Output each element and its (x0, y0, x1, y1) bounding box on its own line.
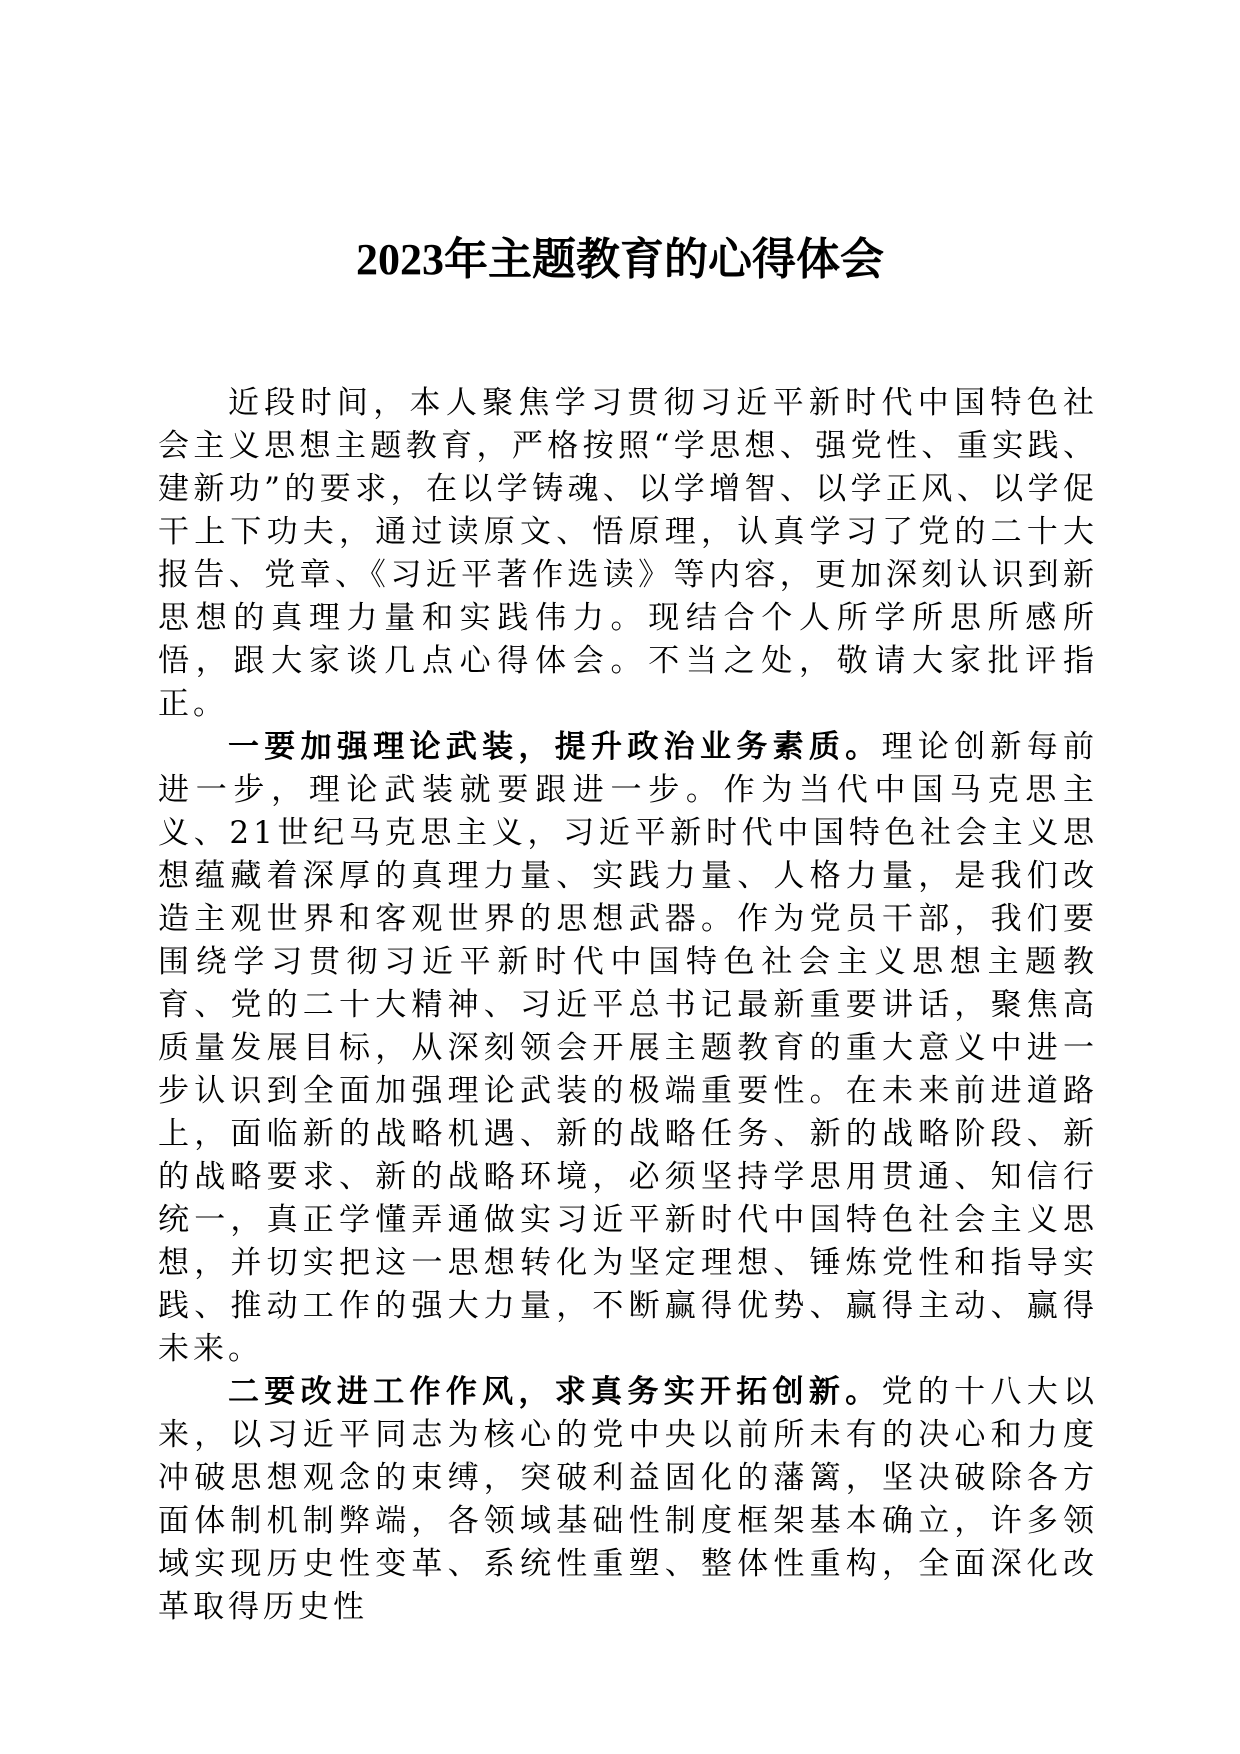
paragraph-intro (158, 382, 1098, 726)
paragraph-text: 党的十八大以来，以习近平同志为核心的党中央以前所未有的决心和力度冲破思想观念的束缚，突破利益固化的藩篱，坚决破除各方面体制机制弊端，各领域基础性制度框架基本确立，许多领域实现历史性变革、系统性重塑、整体性重构，全面深化改革取得历史性 (158, 1374, 1099, 1625)
document-title: 2023年主题教育的心得体会 (356, 235, 884, 284)
paragraph-lead: 一要加强理论武装，提升政治业务素质。 (228, 729, 882, 765)
paragraph-lead: 二要改进工作作风，求真务实开拓创新。 (228, 1374, 882, 1410)
paragraph-point-one (158, 726, 1098, 1371)
paragraph-text: 近段时间，本人聚焦学习贯彻习近平新时代中国特色社会主义思想主题教育，严格按照“学思想、强党性、重实践、建新功”的要求，在以学铸魂、以学增智、以学正风、以学促干上下功夫，通过读原文、悟原理，认真学习了党的二十大报告、党章、《习近平著作选读》等内容，更加深刻认识到新思想的真理力量和实践伟力。现结合个人所学所思所感所悟，跟大家谈几点心得体会。不当之处，敬请大家批评指正。 (158, 385, 1098, 722)
paragraph-text: 理论创新每前进一步，理论武装就要跟进一步。作为当代中国马克思主义、21世纪马克思主义，习近平新时代中国特色社会主义思想蕴藏着深厚的真理力量、实践力量、人格力量，是我们改造主观世界和客观世界的思想武器。作为党员干部，我们要围绕学习贯彻习近平新时代中国特色社会主义思想主题教育、党的二十大精神、习近平总书记最新重要讲话，聚焦高质量发展目标，从深刻领会开展主题教育的重大意义中进一步认识到全面加强理论武装的极端重要性。在未来前进道路上，面临新的战略机遇、新的战略任务、新的战略阶段、新的战略要求、新的战略环境，必须坚持学思用贯通、知信行统一，真正学懂弄通做实习近平新时代中国特色社会主义思想，并切实把这一思想转化为坚定理想、锤炼党性和指导实践、推动工作的强大力量，不断赢得优势、赢得主动、赢得未来。 (158, 729, 1099, 1367)
paragraph-point-two (158, 1371, 1098, 1629)
document-body (158, 382, 1098, 1629)
